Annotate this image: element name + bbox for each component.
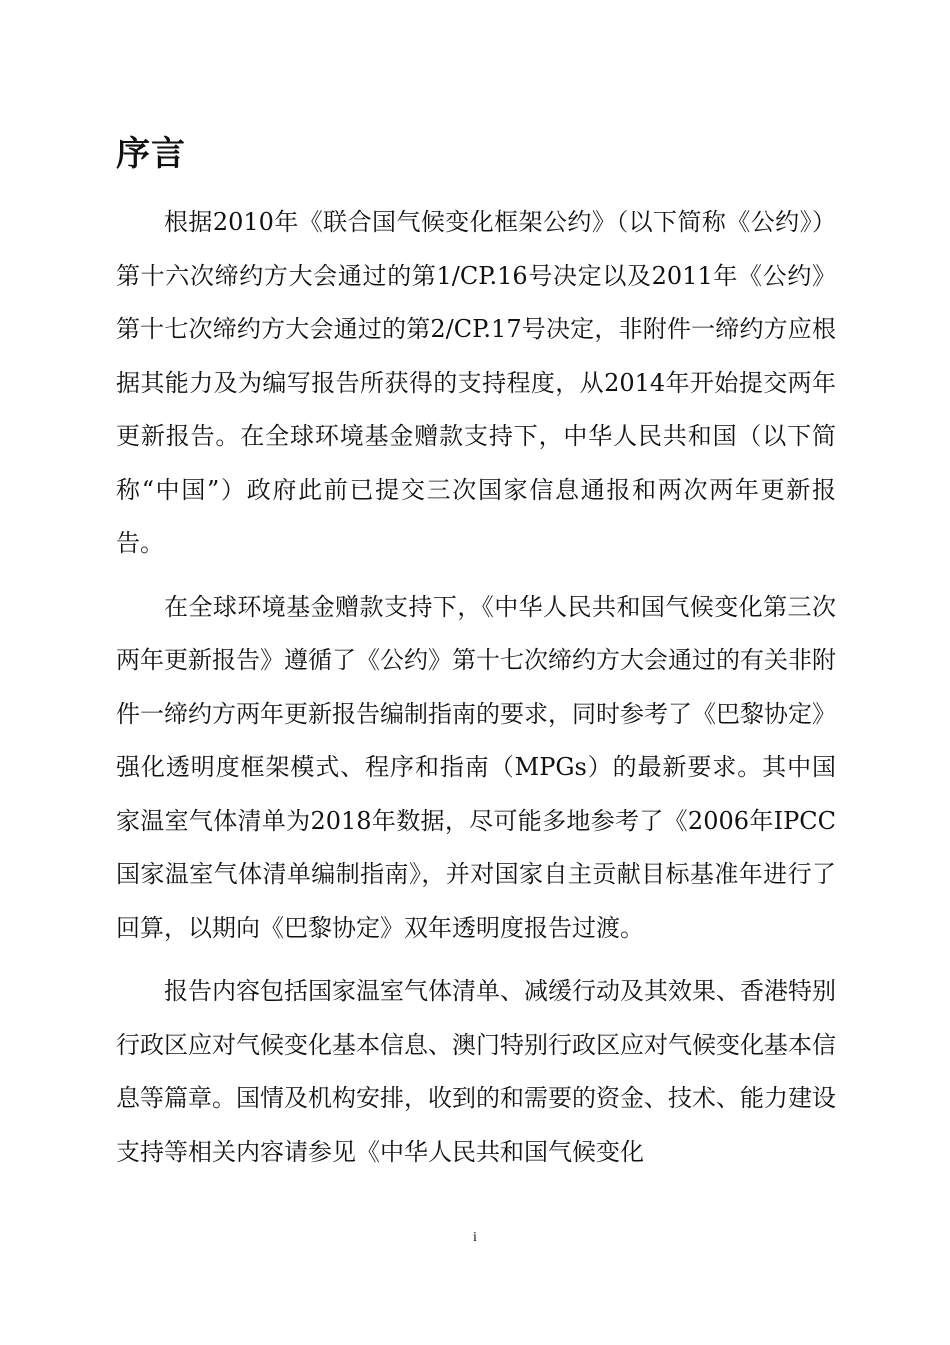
document-body (116, 196, 836, 1189)
paragraph-2: 在全球环境基金赠款支持下，《中华人民共和国气候变化第三次两年更新报告》遵循了《公约》第十七次缔约方大会通过的有关非附件一缔约方两年更新报告编制指南的要求，同时参考了《巴黎协定》强化透明度框架模式、程序和指南（MPGs）的最新要求。其中国家温室气体清单为2018年数据，尽可能多地参考了《2006年IPCC国家温室气体清单编制指南》，并对国家自主贡献目标基准年进行了回算，以期向《巴黎协定》双年透明度报告过渡。 (116, 592, 836, 942)
paragraph-1: 根据2010年《联合国气候变化框架公约》（以下简称《公约》）第十六次缔约方大会通过的第1/CP.16号决定以及2011年《公约》第十七次缔约方大会通过的第2/CP.17号决定，非附件一缔约方应根据其能力及为编写报告所获得的支持程度，从2014年开始提交两年更新报告。在全球环境基金赠款支持下，中华人民共和国（以下简称“中国”）政府此前已提交三次国家信息通报和两次两年更新报告。 (116, 208, 836, 557)
page-title: 序言 (116, 134, 186, 174)
page-number: i (473, 1230, 477, 1245)
paragraph-3: 报告内容包括国家温室气体清单、减缓行动及其效果、香港特别行政区应对气候变化基本信息、澳门特别行政区应对气候变化基本信息等篇章。国情及机构安排，收到的和需要的资金、技术、能力建设支持等相关内容请参见《中华人民共和国气候变化 (116, 977, 836, 1166)
